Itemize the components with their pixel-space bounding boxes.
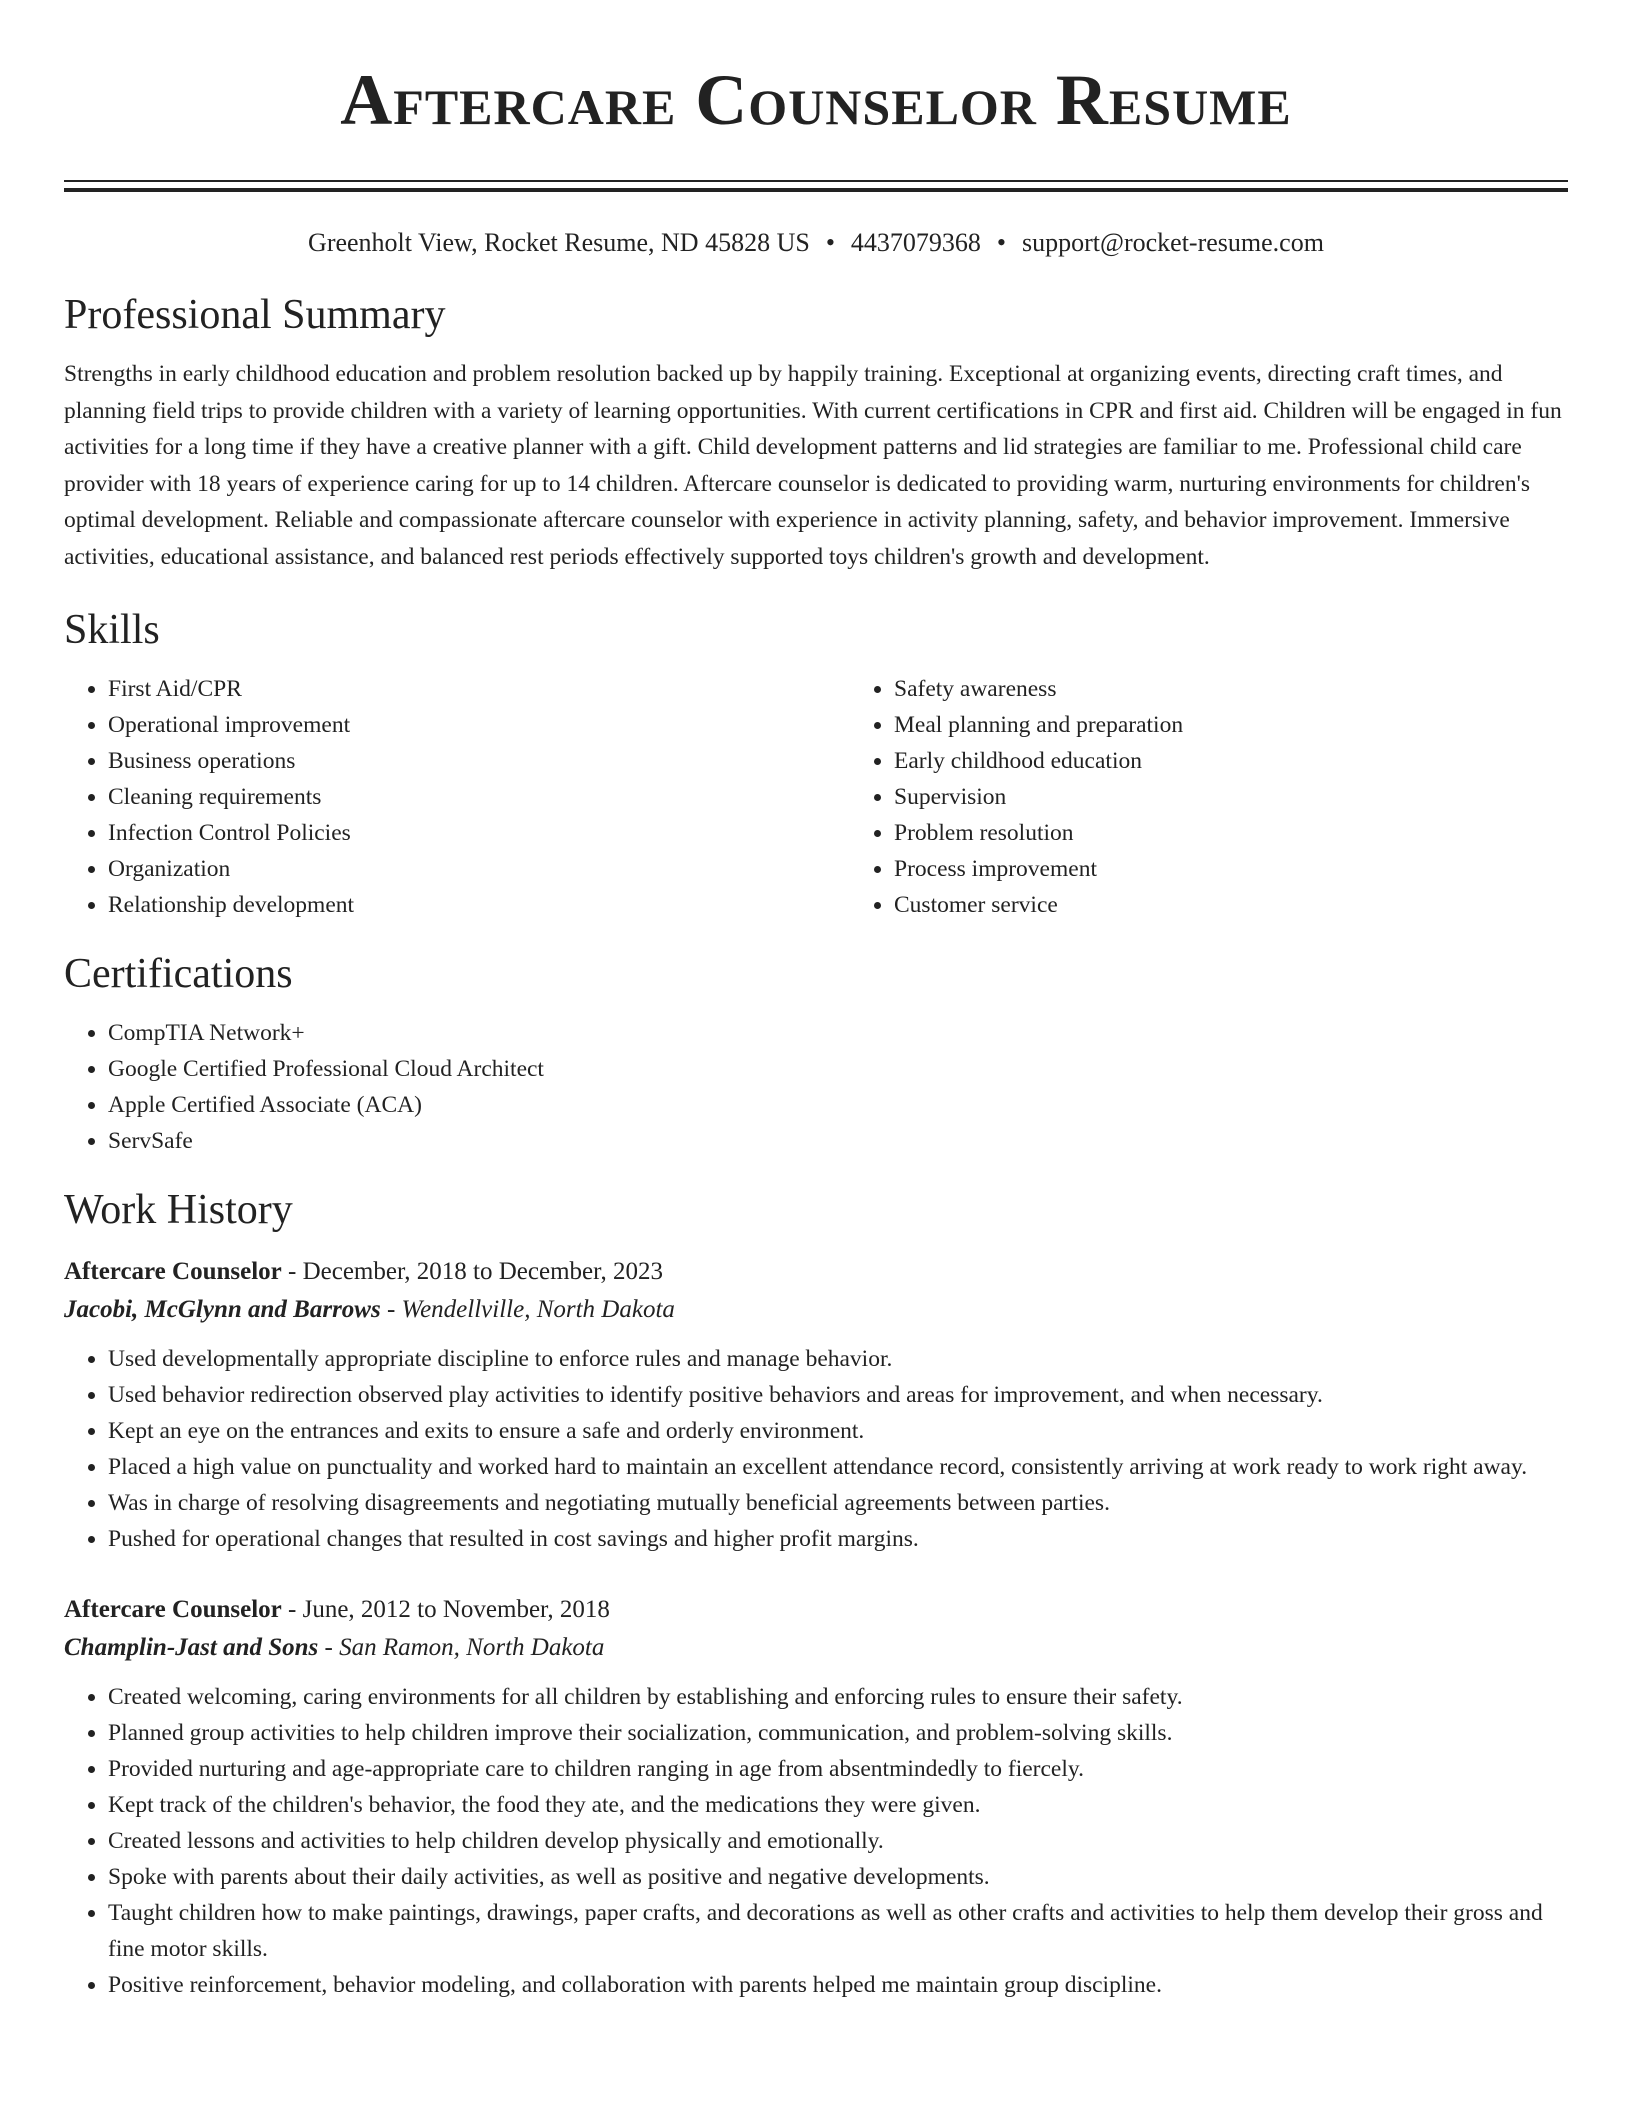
duty-item: • Positive reinforcement, behavior modeling, and collaboration with parents helped me maintain group discipline. — [108, 1967, 1568, 2003]
duty-item: • Provided nurturing and age-appropriate care to children ranging in age from absentmindedly to fiercely. — [108, 1751, 1568, 1787]
job-title: Aftercare Counselor — [64, 1596, 282, 1623]
job-entry — [64, 1591, 1568, 2003]
skill-item: • Relationship development — [108, 887, 850, 923]
job-duties-list — [64, 1679, 1568, 2003]
job-title-line — [64, 1591, 1568, 1629]
skills-columns — [64, 671, 1568, 923]
work-history-heading: Work History — [64, 1187, 293, 1233]
skills-section — [64, 605, 1568, 923]
skills-heading: Skills — [64, 607, 160, 653]
certification-item: • Apple Certified Associate (ACA) — [108, 1087, 1568, 1123]
duty-item: • Was in charge of resolving disagreements and negotiating mutually beneficial agreements between parties. — [108, 1485, 1568, 1521]
duty-item: • Kept an eye on the entrances and exits to ensure a safe and orderly environment. — [108, 1413, 1568, 1449]
skill-item: • First Aid/CPR — [108, 671, 850, 707]
job-company: Jacobi, McGlynn and Barrows — [64, 1296, 381, 1323]
skill-item: • Problem resolution — [894, 815, 1183, 851]
duty-item: • Created lessons and activities to help children develop physically and emotionally. — [108, 1823, 1568, 1859]
certifications-section — [64, 949, 1568, 1159]
job-title-line — [64, 1253, 1568, 1291]
job-dates: - June, 2012 to November, 2018 — [281, 1596, 610, 1623]
skills-list-left — [64, 671, 850, 923]
job-location: - Wendellville, North Dakota — [380, 1296, 675, 1323]
job-location: - San Ramon, North Dakota — [318, 1634, 605, 1661]
job-dates: - December, 2018 to December, 2023 — [281, 1258, 663, 1285]
job-title: Aftercare Counselor — [64, 1258, 282, 1285]
summary-section — [64, 290, 1568, 575]
duty-item: • Spoke with parents about their daily activities, as well as positive and negative developments. — [108, 1859, 1568, 1895]
contact-phone: 4437079368 — [850, 228, 981, 257]
resume-title: Aftercare Counselor Resume — [340, 60, 1292, 140]
duty-item: • Taught children how to make paintings, drawings, paper crafts, and decorations as well as other crafts and activities to help them develop their gross and fine motor skills. — [108, 1895, 1568, 1967]
skill-item: • Early childhood education — [894, 743, 1183, 779]
skill-item: • Customer service — [894, 887, 1183, 923]
skill-item: • Business operations — [108, 743, 850, 779]
summary-text: Strengths in early childhood education and problem resolution backed up by happily training. Exceptional at organizing events, directing craft times, and planning field trips to provide children with a variety of learning opportunities. With current certifications in CPR and first aid. Children will be engaged in fun activities for a long time if they have a creative planner with a gift. Child development patterns and lid strategies are familiar to me. Professional child care provider with 18 years of experience caring for up to 14 children. Aftercare counselor is dedicated to providing warm, nurturing environments for children's optimal development. Reliable and compassionate aftercare counselor with experience in activity planning, safety, and behavior improvement. Immersive activities, educational assistance, and balanced rest periods effectively supported toys children's growth and development. — [64, 361, 1562, 570]
certification-item: • ServSafe — [108, 1123, 1568, 1159]
certification-item: • CompTIA Network+ — [108, 1015, 1568, 1051]
contact-email: support@rocket-resume.com — [1022, 228, 1324, 257]
work-history-section — [64, 1185, 1568, 2003]
certification-item: • Google Certified Professional Cloud Architect — [108, 1051, 1568, 1087]
skill-item: • Process improvement — [894, 851, 1183, 887]
certifications-list — [64, 1015, 1568, 1159]
job-company-line — [64, 1291, 1568, 1329]
skill-item: • Infection Control Policies — [108, 815, 850, 851]
title-divider-thin — [64, 180, 1568, 182]
contact-separator: • — [996, 228, 1007, 257]
summary-heading: Professional Summary — [64, 292, 446, 338]
job-company-line — [64, 1629, 1568, 1667]
job-duties-list — [64, 1341, 1568, 1557]
duty-item: • Pushed for operational changes that resulted in cost savings and higher profit margins. — [108, 1521, 1568, 1557]
skill-item: • Safety awareness — [894, 671, 1183, 707]
duty-item: • Planned group activities to help children improve their socialization, communication, and problem-solving skills. — [108, 1715, 1568, 1751]
skill-item: • Organization — [108, 851, 850, 887]
skill-item: • Operational improvement — [108, 707, 850, 743]
job-company: Champlin-Jast and Sons — [64, 1634, 319, 1661]
contact-address: Greenholt View, Rocket Resume, ND 45828 US — [308, 228, 810, 257]
duty-item: • Used behavior redirection observed play activities to identify positive behaviors and areas for improvement, and when necessary. — [108, 1377, 1568, 1413]
skill-item: • Meal planning and preparation — [894, 707, 1183, 743]
duty-item: • Created welcoming, caring environments for all children by establishing and enforcing rules to ensure their safety. — [108, 1679, 1568, 1715]
skill-item: • Cleaning requirements — [108, 779, 850, 815]
skill-item: • Supervision — [894, 779, 1183, 815]
contact-separator: • — [825, 228, 835, 257]
duty-item: • Placed a high value on punctuality and worked hard to maintain an excellent attendance record, consistently arriving at work ready to work right away. — [108, 1449, 1568, 1485]
title-divider-thick — [64, 188, 1568, 192]
contact-line — [64, 226, 1568, 260]
job-entry — [64, 1253, 1568, 1557]
duty-item: • Kept track of the children's behavior, the food they ate, and the medications they were given. — [108, 1787, 1568, 1823]
duty-item: • Used developmentally appropriate discipline to enforce rules and manage behavior. — [108, 1341, 1568, 1377]
skills-list-right — [850, 671, 1183, 923]
certifications-heading: Certifications — [64, 951, 293, 997]
